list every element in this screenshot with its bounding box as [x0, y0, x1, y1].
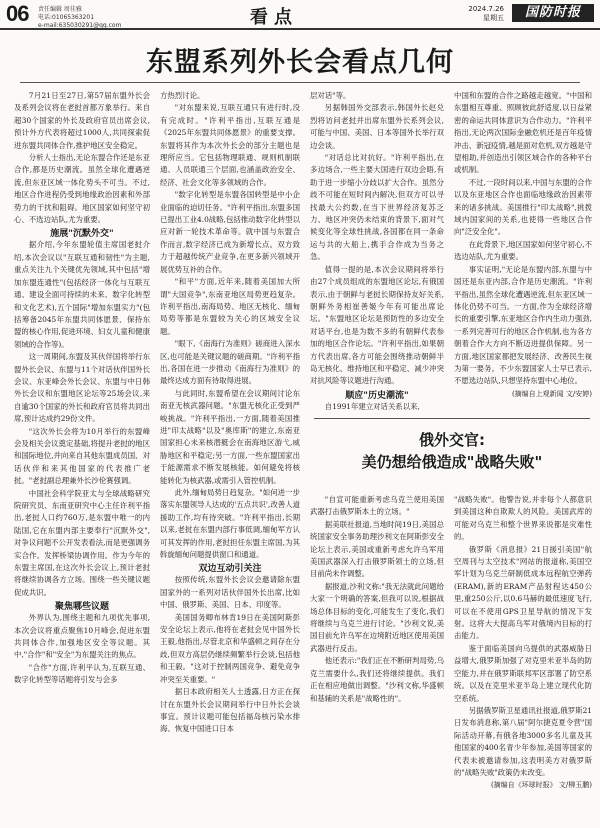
paragraph: "战略失败"。他警告说,并非每个人都意识到美国这种自欺欺人的风险。美国武库的可能对乌克兰和整个世界来说都是灾难性的。	[454, 495, 592, 542]
article-column-3	[310, 90, 444, 416]
paragraph: "自宣可能重新考虑乌克兰使用美国武器打击俄罗斯本土的立场。"	[310, 495, 444, 517]
subheading: 双边互动引关注	[198, 564, 262, 575]
paragraph: 据美联社报道,当地时间19日,美国总统国家安全事务助理沙利文在阿斯彭安全论坛上表示,美国或重新考虑允许乌军用美国武器深入打击俄罗斯领土的立场,但目前尚未作调整。	[310, 519, 444, 579]
paragraph: 鉴于面临美国向乌提供的武器威胁日益增大,俄罗斯加强了对克里米亚半岛的防空能力,并在俄罗斯联邦军区部署了防空系统。以及在克里米亚半岛上建立现代化防空系统。	[454, 643, 592, 703]
second-headline-line1: 俄外交官:	[419, 431, 485, 449]
paragraph: 值得一提的是,本次会议期间将举行由27个成员组成的东盟地区论坛,有俄国表示,由于朝鲜与老挝长期保持友好关系,朝鲜外务相崔善姬今年有可能出席论坛。"东盟地区论坛是预防性的多边安全对话平台,也是为数不多的有朝鲜代表参加的地区合作论坛。"许利平指出,如果朝方代表出席,各方可能会围绕推动朝鲜半岛无核化、维持地区和平稳定、减少冲突对抗风险等议题进行沟通。	[310, 264, 444, 386]
subheading: 施展"沉默外交"	[50, 229, 114, 240]
article-credit: (摘编自上观新闻 文/安婷)	[511, 389, 592, 398]
paragraph: "数字化转型是东盟各国转型是中小企业面临的迫切任务。"许利平指出,东盟多国已提出工业4.0战略,包括推动数字化转型以应对新一轮技术革命等。就中国与东盟合作而言,数字经济已成为新增长点。双方致力于超越传统产业竞争,在更多新兴领域开展优势互补的合作。	[160, 190, 300, 274]
editor-info: 责任编辑 周佳雅 电话:01065363201 e-mail:635030291@qq.com	[38, 6, 122, 29]
main-headline: 东盟系列外长会看点几何	[146, 47, 454, 78]
paragraph: 俄罗斯《消息报》21日援引美国"航空周刊与太空技术"网站的报道称,美国空军计划为乌克兰研制低成本远程航空弹药(ERAM),新的ERAM产品射程达450公里,重250公斤,以0.6马赫的最低速度飞行,可以在不使用GPS卫星导航的情况下发射。这将大大提高乌军对俄境内目标的打击能力。	[454, 544, 592, 641]
paragraph: 这一周期间,东盟及其伙伴国将举行东盟外长会议、东盟与11个对话伙伴国外长会议、东亚峰会外长会议、东盟与中日韩外长会议和东盟地区论坛等25场会议,来自逾30个国家的外长和政府官员将共同出席,预计达成约29份文件。	[14, 352, 150, 424]
headline-divider	[20, 82, 580, 83]
second-article-header	[314, 418, 590, 491]
article-column-2	[160, 90, 300, 820]
paragraph: 事实证明,"无论是东盟内部,东盟与中国还是东亚内部,合作是历史潮流。"许利平指出,虽然全球化遭遇逆流,但东亚区域一体化仍势不可当。一方面,作为全球经济增长的重要引擎,东亚地区合作内生动力强劲,一系列完善可行的地区合作机制,也为各方朝着合作大方向不断迈进提供保障。另一方面,地区国家都把发展经济、改善民生视为第一要务。不少东盟国家人士早已表示,不愿选边站队,只想坚持东盟中心地位。	[454, 264, 592, 386]
section-title: 看点	[250, 7, 298, 28]
paragraph: 据介绍,今年东盟轮值主席国老挝介绍,本次会议以"互联互通和韧性"为主题,重点关注九个关键优先领域,其中包括"增加东盟连通性"(包括经济一体化与互联互通、建设全面可持续的未来、数字化转型和文化艺术),五个国际"增加东盟实力"(包括筹备2045年东盟共同体愿景、保持东盟的核心作用,促进环境、妇女儿童和健康领域的合作等)。	[14, 240, 150, 349]
article-column-4	[454, 90, 592, 416]
page-number: 06	[6, 1, 29, 26]
paragraph: 另据韩国外交部表示,韩国外长赵兑烈将访问老挝并出席东盟外长系列会议,可能与中国、美国、日本等国外长举行双边会谈。	[310, 103, 444, 150]
issue-date: 2024.7.26 星期五	[468, 5, 504, 22]
paragraph: 在此背景下,地区国家如何坚守初心,不选边站队,尤为重要。	[454, 239, 592, 262]
paragraph: 中国社会科学院亚太与全球战略研究院研究员、东南亚研究中心主任许利平指出,老挝人口约760万,是东盟中唯一的内陆国,它在东盟内部主要奉行"沉默外交",对争议问题不公开发表看法,而是更强调务实合作。发挥桥梁协调作用。作为今年的东盟主席国,在这次外长会议上,预计老挝将继续协调各方立场。围绕一些关键议题促成共识。	[14, 488, 150, 597]
paragraph: 外界认为,围绕主题和九项优先事项,本次会议将重点聚焦10月峰会,促进东盟共同体合作,加强地区安全等议题。其中,"合作"和"安全"为东盟关注的焦点。	[14, 613, 150, 660]
paragraph: 此外,缅甸局势日趋复杂。"如何进一步落实东盟领导人达成的'五点共识',改善人道援助工作,均有待突破。"许利平指出,长期以来,老挝在东盟内部行事低调,缅甸军方认可其发挥的作用,老挝担任东盟主席国,为其斡旋缅甸问题提供窗口和通道。	[160, 488, 300, 560]
paragraph: "合作"方面,许利平认为,互联互通、数字化转型等话题将引发与会多	[14, 662, 150, 685]
second-headline-line2: 美仍想给俄造成"战略失败"	[361, 453, 543, 471]
article-credit: (摘编自《环球时报》 文/柳玉鹏)	[490, 781, 592, 790]
paragraph: "眼下,《南海行为准则》磋商进入深水区,也可能是关键议题的磋商期。"许利平指出,各国在进一步推动《南海行为准则》的最终达成方面有待取得进展。	[160, 339, 300, 386]
paragraph: "和平"方面,近年来,随着美国加大所谓"大国竞争",东南亚地区局势更趋复杂。许利平指出,南海局势、地区无核化、缅甸局势等都是东盟较为关心的区域安全议题。	[160, 277, 300, 336]
paragraph: 与此同时,东盟希望在会议期间讨论东南亚无核武器问题。"东盟无核化正受到严峻挑战。"许利平指出,一方面,随着美国推进"印太战略"以及"奥库斯"的建立,东南亚国家担心未来核潜艇会在南海地区游弋,威胁地区和平稳定;另一方面,一些东盟国家出于能源需求不断发展核能。如何避免将核能转化为核武器,或需引入管控机制。	[160, 388, 300, 485]
paragraph: "对东盟来说,互联互通只有进行时,没有完成时。"许利平指出,互联互通是《2025年东盟共同体愿景》的重要支撑。东盟将其作为本次外长会的部分主题也是理所应当。它包括物理联通、规则机制联通、人员联通三个层面,也涵盖政治安全、经济、社会文化等多领域的合作。	[160, 103, 300, 187]
second-article-column-1	[310, 494, 444, 824]
paragraph: 层对话"等。	[310, 91, 351, 100]
second-article-column-2	[454, 494, 592, 824]
paragraph: 7月21日至27日,第57届东盟外长会及系列会议将在老挝首都万象举行。来自超30个国家的外长及政府官员出席会议,预计外方代表将超过1000人,共同探索促进东盟共同体合作,推护地区安全稳定。	[14, 91, 150, 150]
paragraph: 他还表示:"我们正在不断研判局势,乌克兰需要什么,我们还将继续提供。我们正在相应地做出调整。"沙利文称,华盛顿和基辅的关系是"战略性的"。	[310, 656, 444, 703]
paragraph: 中国和东盟的合作之路越走越宽。"中国和东盟相互尊重、照顾彼此舒适度,以日益紧密的命运共同体意识为合作动力。"许利平指出,无论两次国际金融危机还是百年疫情冲击、新冠疫情,越是面对危机,双方越是守望相助,并创造出引领区域合作的各种平台或机制。	[454, 91, 592, 175]
page-header	[0, 0, 600, 30]
paragraph: 按照传统,东盟外长会议会邀请除东盟国家外的一系列对话伙伴国外长出席,比如中国、俄罗斯、美国、日本、印度等。	[160, 575, 300, 610]
newspaper-logo: 国防时报	[512, 4, 594, 22]
paragraph: 美国国务卿布林肯19日在美国阿斯彭安全论坛上表示,他将在老挝会见中国外长王毅,他指出,尽管北京和华盛顿之间存在分歧,但双方高层仍继续频繁举行会谈,包括他和王毅。"这对于控制两国竞争、避免竞争冲突至关重要。"	[160, 612, 300, 684]
subheading: 聚焦哪些议题	[54, 602, 109, 613]
paragraph: 不过,一段时间以来,中国与东盟的合作以及东亚地区合作也面临地缘政治因素带来的诸多挑战。美国推行"印太战略",挑拨域内国家间的关系,也使得一些地区合作向"泛安全化"。	[454, 177, 592, 237]
paragraph: "这次外长会将为10月举行的东盟峰会及相关会议奠定基础,将提升老挝的地区和国际地位,并向来自其他东盟成员国、对话伙伴和来其他国家的代表推广老挝。"老挝副总理兼外长沙伦赛强调。	[14, 426, 150, 486]
paragraph: "对话总比对抗好。"许利平指出,在多边场合,一些主要大国进行双边会晤,有助于进一步缩小分歧以扩大合作。虽然分歧不可能在短时间内解决,但双方可以寻找最大公约数,在当下世界经济复苏乏力、地区冲突仍未结束的背景下,面对气候变化等全球性挑战,各国都在同一条命运与共的大船上,携手合作成为当务之急。	[310, 153, 444, 262]
paragraph: 自1991年建立对话关系以来,	[324, 401, 420, 411]
article-column-1	[14, 90, 150, 820]
paragraph: 另据俄罗斯卫星通讯社报道,俄罗斯21日发布消息称,第八届"阿尔捷克夏令营"国际活动开幕,有俄各地3000多名儿童及其他国家的400名青少年参加,美国等国家的代表未被邀请参加,这表明美方对俄罗斯的"战略失败"政策仍未改变。	[454, 705, 592, 777]
paragraph: 据报道,沙利文称:"我无法就此问题给大家一个明确的答案,但我可以说,根据战场总体目标的变化,可能发生了变化,我们将继续与乌克兰进行讨论。"沙利文说,美国目前允许乌军在边境附近地区使用美国武器进行反击。	[310, 581, 444, 653]
paragraph: 分析人士指出,无论东盟合作还是东亚合作,都是历史潮流。虽然全球化遭遇逆流,但东亚区域一体化势头不可当。不过,地区合作进程仍受到地缘政治因素和外部势力的干扰和阻碍。地区国家如何坚守初心、不选边站队,尤为重要。	[14, 153, 150, 225]
paragraph: 方热烈讨论。	[160, 91, 205, 100]
subheading: 顺应"历史潮流"	[345, 390, 409, 401]
paragraph: 据日本政府相关人士透露,日方正在探讨在东盟外长会议期间举行中日外长会谈事宜。预计议题可能包括福岛核污染水排海、恢复中国进口日本	[160, 687, 300, 734]
